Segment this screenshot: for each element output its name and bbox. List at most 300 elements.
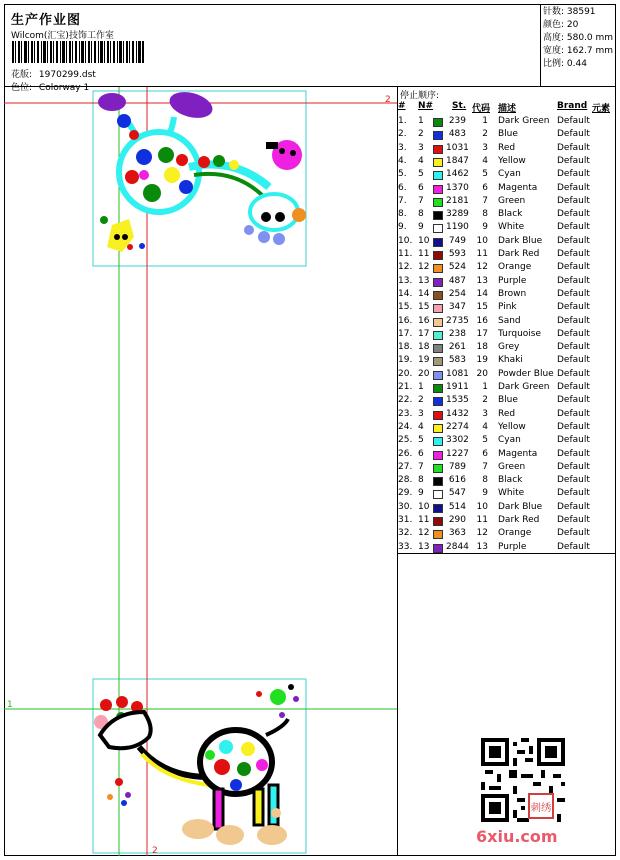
stop-row	[398, 195, 616, 208]
row-code: 5	[482, 169, 488, 180]
row-code: 1	[482, 116, 488, 126]
row-needle: 16	[418, 315, 430, 326]
row-stitches: 3302	[446, 435, 469, 446]
row-stitches: 2735	[446, 315, 469, 326]
row-color-swatch	[433, 211, 443, 220]
row-color-swatch	[433, 437, 443, 446]
row-code: 18	[476, 342, 488, 353]
row-color-swatch	[433, 517, 443, 526]
row-stitches: 524	[448, 262, 466, 273]
row-description: Turquoise	[498, 328, 542, 339]
row-stitches: 1190	[446, 222, 469, 233]
row-stitches: 1462	[446, 169, 469, 180]
row-brand: Default	[557, 395, 590, 406]
stop-row	[398, 142, 616, 155]
row-stitches: 789	[448, 461, 466, 472]
row-needle: 6	[418, 182, 424, 193]
row-needle: 10	[418, 235, 430, 246]
row-index: 10.	[398, 235, 413, 246]
row-index: 31.	[398, 515, 413, 525]
row-index: 23.	[398, 408, 413, 419]
row-stitches: 1370	[446, 182, 469, 193]
row-code: 5	[482, 435, 488, 446]
row-color-swatch	[433, 185, 443, 194]
row-index: 3.	[398, 142, 407, 153]
row-needle: 1	[418, 382, 424, 392]
row-description: Magenta	[498, 182, 538, 193]
row-index: 22.	[398, 395, 413, 406]
stop-row	[398, 501, 616, 514]
top-embroidery-design	[98, 88, 306, 252]
row-color-swatch	[433, 451, 443, 460]
row-code: 16	[476, 315, 488, 326]
row-index: 27.	[398, 461, 413, 472]
row-code: 2	[482, 395, 488, 406]
row-color-swatch	[433, 224, 443, 233]
row-description: Blue	[498, 129, 518, 140]
row-color-swatch	[433, 171, 443, 180]
row-index: 13.	[398, 275, 413, 286]
row-needle: 7	[418, 461, 424, 472]
row-needle: 2	[418, 129, 424, 140]
row-index: 19.	[398, 355, 413, 366]
row-index: 8.	[398, 209, 407, 220]
row-description: Green	[498, 461, 526, 472]
row-needle: 9	[418, 222, 424, 233]
row-brand: Default	[557, 129, 590, 140]
row-needle: 5	[418, 435, 424, 446]
stop-row	[398, 208, 616, 221]
col-description-header: 描述	[498, 104, 517, 114]
row-index: 25.	[398, 435, 413, 446]
row-color-swatch	[433, 158, 443, 167]
row-brand: Default	[557, 302, 590, 313]
row-description: Powder Blue	[498, 368, 554, 379]
row-index: 12.	[398, 262, 413, 273]
row-stitches: 583	[448, 355, 466, 366]
row-code: 4	[482, 155, 488, 166]
row-color-swatch	[433, 424, 443, 433]
row-code: 7	[482, 195, 488, 206]
row-code: 6	[482, 182, 488, 193]
row-color-swatch	[433, 238, 443, 247]
row-brand: Default	[557, 515, 590, 525]
row-index: 6.	[398, 182, 407, 193]
row-code: 11	[476, 515, 488, 525]
qr-code	[481, 738, 565, 822]
row-code: 3	[482, 408, 488, 419]
row-brand: Default	[557, 169, 590, 180]
col-index-header: #	[398, 101, 406, 111]
site-tld: .com	[514, 827, 558, 846]
stop-row	[398, 381, 616, 394]
row-brand: Default	[557, 142, 590, 153]
row-description: Khaki	[498, 355, 523, 366]
row-needle: 7	[418, 195, 424, 206]
stop-row	[398, 514, 616, 527]
row-stitches: 1432	[446, 408, 469, 419]
row-code: 11	[476, 249, 488, 259]
row-code: 4	[482, 421, 488, 432]
row-index: 11.	[398, 249, 413, 259]
row-index: 26.	[398, 448, 413, 459]
row-brand: Default	[557, 209, 590, 220]
colorway-label: 色位:	[11, 83, 33, 93]
stop-row	[398, 448, 616, 461]
row-code: 12	[476, 528, 488, 539]
stop-sequence-title: 停止顺序:	[400, 91, 440, 101]
row-color-swatch	[433, 318, 443, 327]
row-code: 8	[482, 209, 488, 220]
row-needle: 4	[418, 421, 424, 432]
row-stitches: 290	[448, 515, 466, 525]
colorway-value: Colorway 1	[38, 83, 90, 93]
stop-row	[398, 301, 616, 314]
row-index: 33.	[398, 541, 413, 552]
row-color-swatch	[433, 490, 443, 499]
row-code: 13	[476, 541, 488, 552]
row-index: 4.	[398, 155, 407, 166]
stop-row	[398, 354, 616, 367]
row-index: 2.	[398, 129, 407, 140]
row-brand: Default	[557, 501, 590, 512]
row-brand: Default	[557, 435, 590, 446]
stop-row	[398, 115, 616, 128]
row-code: 2	[482, 129, 488, 140]
row-color-swatch	[433, 344, 443, 353]
row-brand: Default	[557, 262, 590, 273]
row-brand: Default	[557, 448, 590, 459]
design-canvas	[4, 87, 398, 856]
row-brand: Default	[557, 488, 590, 499]
stop-row	[398, 182, 616, 195]
row-description: Cyan	[498, 169, 521, 180]
row-description: Red	[498, 142, 516, 153]
row-stitches: 593	[448, 249, 466, 259]
header-block	[4, 4, 541, 93]
row-index: 24.	[398, 421, 413, 432]
row-needle: 11	[418, 249, 430, 259]
row-needle: 11	[418, 515, 430, 525]
row-index: 29.	[398, 488, 413, 499]
col-needle-header: N#	[418, 101, 434, 111]
row-index: 14.	[398, 288, 413, 299]
row-needle: 8	[418, 475, 424, 486]
row-index: 28.	[398, 475, 413, 486]
row-description: Purple	[498, 275, 527, 286]
row-description: Brown	[498, 288, 527, 299]
row-description: Yellow	[498, 155, 526, 166]
row-index: 16.	[398, 315, 413, 326]
row-index: 1.	[398, 116, 407, 126]
row-stitches: 1911	[446, 382, 469, 392]
stop-row	[398, 315, 616, 328]
row-description: Orange	[498, 528, 532, 539]
row-code: 7	[482, 461, 488, 472]
design-width: 宽度: 162.7 mm	[543, 46, 614, 56]
col-element-header: 元素	[592, 104, 611, 114]
row-needle: 8	[418, 209, 424, 220]
seal-text: 刺绣	[530, 802, 552, 815]
row-stitches: 1847	[446, 155, 469, 166]
stop-row	[398, 221, 616, 234]
row-color-swatch	[433, 464, 443, 473]
site-watermark	[476, 827, 558, 846]
row-color-swatch	[433, 145, 443, 154]
row-brand: Default	[557, 288, 590, 299]
marker-top-right: 2	[385, 95, 391, 105]
row-stitches: 749	[448, 235, 466, 246]
row-code: 1	[482, 382, 488, 392]
row-stitches: 483	[448, 129, 466, 140]
row-description: Red	[498, 408, 516, 419]
row-color-swatch	[433, 251, 443, 260]
row-brand: Default	[557, 275, 590, 286]
row-stitches: 514	[448, 501, 466, 512]
page-title: 生产作业图	[11, 13, 82, 28]
row-stitches: 1031	[446, 142, 469, 153]
row-brand: Default	[557, 408, 590, 419]
row-index: 17.	[398, 328, 413, 339]
row-brand: Default	[557, 382, 590, 392]
row-brand: Default	[557, 182, 590, 193]
row-brand: Default	[557, 421, 590, 432]
row-brand: Default	[557, 541, 590, 552]
row-description: Green	[498, 195, 526, 206]
row-needle: 6	[418, 448, 424, 459]
row-code: 9	[482, 488, 488, 499]
row-stitches: 1227	[446, 448, 469, 459]
row-stitches: 347	[448, 302, 466, 313]
bottom-embroidery-design	[94, 684, 299, 845]
row-code: 10	[476, 501, 488, 512]
stop-row	[398, 168, 616, 181]
row-needle: 13	[418, 275, 430, 286]
row-description: Dark Green	[498, 116, 550, 126]
row-color-swatch	[433, 198, 443, 207]
site-main: 6xiu	[476, 827, 515, 846]
row-brand: Default	[557, 528, 590, 539]
row-brand: Default	[557, 222, 590, 233]
row-color-swatch	[433, 264, 443, 273]
row-code: 3	[482, 142, 488, 153]
row-color-swatch	[433, 331, 443, 340]
col-code-header: 代码	[472, 104, 491, 114]
row-description: Yellow	[498, 421, 526, 432]
row-description: Dark Blue	[498, 501, 543, 512]
row-color-swatch	[433, 477, 443, 486]
row-color-swatch	[433, 131, 443, 140]
color-count: 颜色: 20	[543, 20, 579, 30]
row-index: 5.	[398, 169, 407, 180]
row-stitches: 2274	[446, 421, 469, 432]
row-stitches: 2844	[446, 541, 469, 552]
row-description: Sand	[498, 315, 521, 326]
row-brand: Default	[557, 235, 590, 246]
row-brand: Default	[557, 116, 590, 126]
row-needle: 13	[418, 541, 430, 552]
row-code: 12	[476, 262, 488, 273]
row-color-swatch	[433, 530, 443, 539]
row-index: 9.	[398, 222, 407, 233]
row-index: 20.	[398, 368, 413, 379]
stop-row	[398, 128, 616, 141]
stop-row	[398, 474, 616, 487]
stop-row	[398, 261, 616, 274]
row-needle: 20	[418, 368, 430, 379]
row-brand: Default	[557, 342, 590, 353]
row-color-swatch	[433, 371, 443, 380]
col-brand-header: Brand	[557, 101, 588, 111]
row-stitches: 3289	[446, 209, 469, 220]
stop-sequence-panel	[398, 87, 616, 856]
row-color-swatch	[433, 291, 443, 300]
row-color-swatch	[433, 544, 443, 553]
stop-row	[398, 328, 616, 341]
row-needle: 14	[418, 288, 430, 299]
row-code: 6	[482, 448, 488, 459]
row-needle: 19	[418, 355, 430, 366]
row-brand: Default	[557, 155, 590, 166]
stop-row	[398, 527, 616, 540]
stop-row	[398, 541, 616, 554]
pattern-line	[11, 67, 96, 80]
row-index: 18.	[398, 342, 413, 353]
row-needle: 1	[418, 116, 424, 126]
row-needle: 15	[418, 302, 430, 313]
row-stitches: 2181	[446, 195, 469, 206]
row-code: 19	[476, 355, 488, 366]
row-description: Dark Red	[498, 515, 540, 525]
row-color-swatch	[433, 397, 443, 406]
row-description: Dark Green	[498, 382, 550, 392]
row-description: White	[498, 488, 525, 499]
row-stitches: 363	[448, 528, 466, 539]
studio-name: Wilcom(汇宝)技饰工作室	[11, 31, 114, 41]
row-needle: 10	[418, 501, 430, 512]
row-code: 9	[482, 222, 488, 233]
stop-row	[398, 421, 616, 434]
row-index: 30.	[398, 501, 413, 512]
stop-row	[398, 275, 616, 288]
row-color-swatch	[433, 504, 443, 513]
barcode	[12, 41, 144, 63]
row-description: Orange	[498, 262, 532, 273]
row-description: Magenta	[498, 448, 538, 459]
design-height: 高度: 580.0 mm	[543, 33, 614, 43]
row-stitches: 238	[448, 328, 466, 339]
row-color-swatch	[433, 411, 443, 420]
row-brand: Default	[557, 249, 590, 259]
stop-row	[398, 235, 616, 248]
row-description: Black	[498, 209, 523, 220]
row-stitches: 1081	[446, 368, 469, 379]
row-needle: 12	[418, 262, 430, 273]
row-description: Purple	[498, 541, 527, 552]
row-index: 32.	[398, 528, 413, 539]
table-header	[398, 101, 616, 113]
row-stitches: 239	[448, 116, 466, 126]
stop-row	[398, 394, 616, 407]
row-code: 10	[476, 235, 488, 246]
row-description: Pink	[498, 302, 517, 313]
stop-row	[398, 434, 616, 447]
row-code: 13	[476, 275, 488, 286]
design-info	[541, 4, 616, 87]
row-needle: 17	[418, 328, 430, 339]
row-description: White	[498, 222, 525, 233]
row-color-swatch	[433, 384, 443, 393]
row-stitches: 487	[448, 275, 466, 286]
row-description: Blue	[498, 395, 518, 406]
row-stitches: 1535	[446, 395, 469, 406]
row-needle: 2	[418, 395, 424, 406]
stop-row	[398, 288, 616, 301]
row-description: Black	[498, 475, 523, 486]
row-stitches: 547	[448, 488, 466, 499]
marker-left: 1	[7, 700, 13, 710]
row-code: 14	[476, 288, 488, 299]
marker-bottom: 2	[152, 846, 158, 856]
stop-row	[398, 341, 616, 354]
row-needle: 18	[418, 342, 430, 353]
row-stitches: 616	[448, 475, 466, 486]
stop-row	[398, 248, 616, 261]
stop-row	[398, 368, 616, 381]
row-code: 17	[476, 328, 488, 339]
row-needle: 4	[418, 155, 424, 166]
row-index: 15.	[398, 302, 413, 313]
row-needle: 5	[418, 169, 424, 180]
row-index: 7.	[398, 195, 407, 206]
row-description: Cyan	[498, 435, 521, 446]
stop-row	[398, 155, 616, 168]
row-needle: 12	[418, 528, 430, 539]
design-scale: 比例: 0.44	[543, 59, 587, 69]
row-code: 15	[476, 302, 488, 313]
row-brand: Default	[557, 355, 590, 366]
row-brand: Default	[557, 475, 590, 486]
row-brand: Default	[557, 461, 590, 472]
row-index: 21.	[398, 382, 413, 392]
row-description: Dark Red	[498, 249, 540, 259]
row-description: Grey	[498, 342, 520, 353]
row-brand: Default	[557, 315, 590, 326]
stop-row	[398, 408, 616, 421]
panel-divider	[398, 553, 616, 554]
pattern-value: 1970299.dst	[38, 70, 96, 80]
stitch-count: 针数: 38591	[543, 7, 596, 17]
col-stitches-header: St.	[452, 101, 467, 111]
row-stitches: 254	[448, 288, 466, 299]
row-color-swatch	[433, 118, 443, 127]
row-brand: Default	[557, 328, 590, 339]
row-code: 8	[482, 475, 488, 486]
row-code: 20	[476, 368, 488, 379]
design-preview	[4, 87, 398, 856]
row-color-swatch	[433, 304, 443, 313]
row-brand: Default	[557, 195, 590, 206]
row-color-swatch	[433, 278, 443, 287]
pattern-label: 花版:	[11, 70, 33, 80]
row-needle: 9	[418, 488, 424, 499]
row-color-swatch	[433, 357, 443, 366]
row-brand: Default	[557, 368, 590, 379]
row-needle: 3	[418, 142, 424, 153]
stop-row	[398, 487, 616, 500]
row-stitches: 261	[448, 342, 466, 353]
stop-row	[398, 461, 616, 474]
